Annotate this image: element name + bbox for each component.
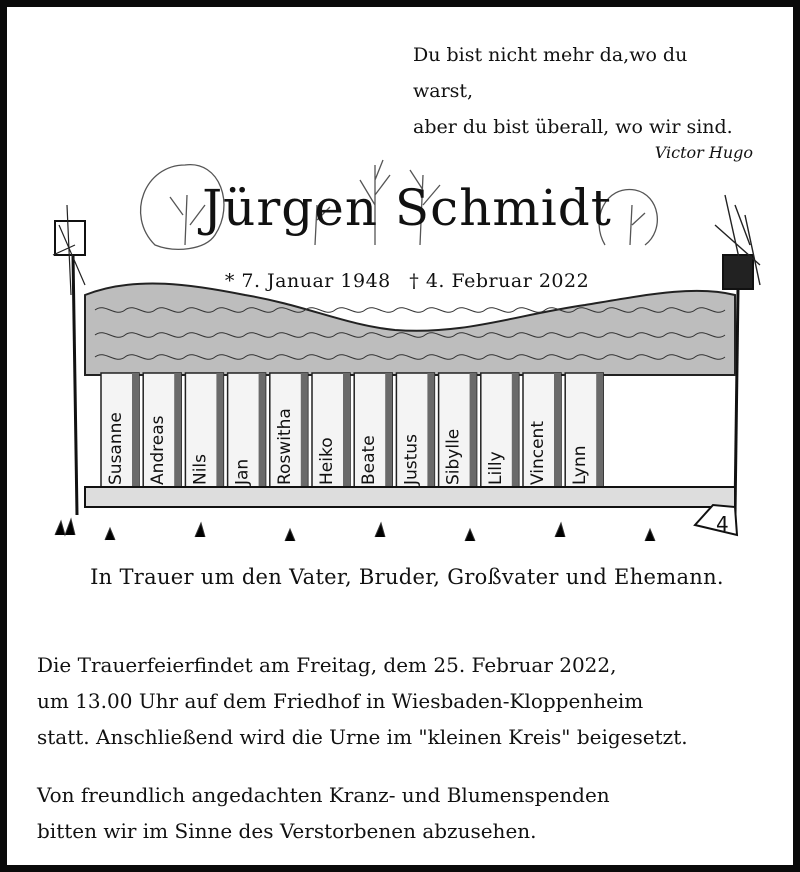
family-name: Susanne	[106, 412, 126, 485]
fence-board-shadow	[132, 373, 139, 487]
ceremony-line-3: statt. Anschließend wird die Urne im "kleinen Kreis" beigesetzt.	[37, 725, 688, 749]
flowers-line-2: bitten wir im Sinne des Verstorbenen abzusehen.	[37, 819, 537, 843]
birth-date: * 7. Januar 1948	[224, 270, 391, 292]
family-name: Nils	[190, 453, 211, 485]
fence-board-shadow	[427, 373, 434, 487]
ceremony-paragraph	[37, 647, 688, 755]
life-dates	[7, 270, 800, 292]
fence-board-shadow	[259, 373, 266, 487]
fence-board-shadow	[470, 373, 477, 487]
family-name: Justus	[401, 434, 422, 485]
fence-board-shadow	[174, 373, 181, 487]
family-name: Lynn	[570, 445, 591, 485]
family-name: Jan	[232, 458, 253, 485]
flowers-paragraph	[37, 777, 610, 849]
family-name: Roswitha	[274, 408, 295, 485]
ceremony-line-1: Die Trauerfeierfindet am Freitag, dem 25. Februar 2022,	[37, 653, 617, 677]
fence-board-shadow	[385, 373, 392, 487]
hedge-top	[85, 283, 735, 375]
number-sign-text: 4	[716, 512, 729, 536]
fence-board-shadow	[596, 373, 603, 487]
fence-board-shadow	[554, 373, 561, 487]
family-name: Beate	[359, 435, 380, 485]
ceremony-line-2: um 13.00 Uhr auf dem Friedhof in Wiesbaden-Kloppenheim	[37, 689, 644, 713]
flowers-line-1: Von freundlich angedachten Kranz- und Blumenspenden	[37, 783, 610, 807]
family-name: Heiko	[317, 437, 337, 485]
fence-board-shadow	[512, 373, 519, 487]
family-name: Vincent	[528, 421, 548, 485]
fence-board-shadow	[343, 373, 350, 487]
family-name: Sibylle	[443, 428, 464, 485]
fence-board-shadow	[301, 373, 308, 487]
family-name: Andreas	[148, 415, 169, 485]
grass	[55, 519, 655, 541]
quote-author: Victor Hugo	[654, 143, 753, 162]
deceased-name: Jürgen Schmidt	[202, 179, 612, 237]
quote-line-1: Du bist nicht mehr da,wo du warst,	[413, 44, 688, 102]
quote-line-2: aber du bist überall, wo wir sind.	[413, 116, 733, 138]
left-post	[53, 205, 85, 515]
fence-boards	[101, 373, 603, 487]
family-name: Lilly	[485, 451, 506, 485]
mourning-line: In Trauer um den Vater, Bruder, Großvater und Ehemann.	[90, 565, 724, 589]
death-date: † 4. Februar 2022	[409, 270, 590, 292]
fence-board-shadow	[216, 373, 223, 487]
number-sign	[695, 505, 737, 536]
fence-base	[85, 487, 735, 507]
